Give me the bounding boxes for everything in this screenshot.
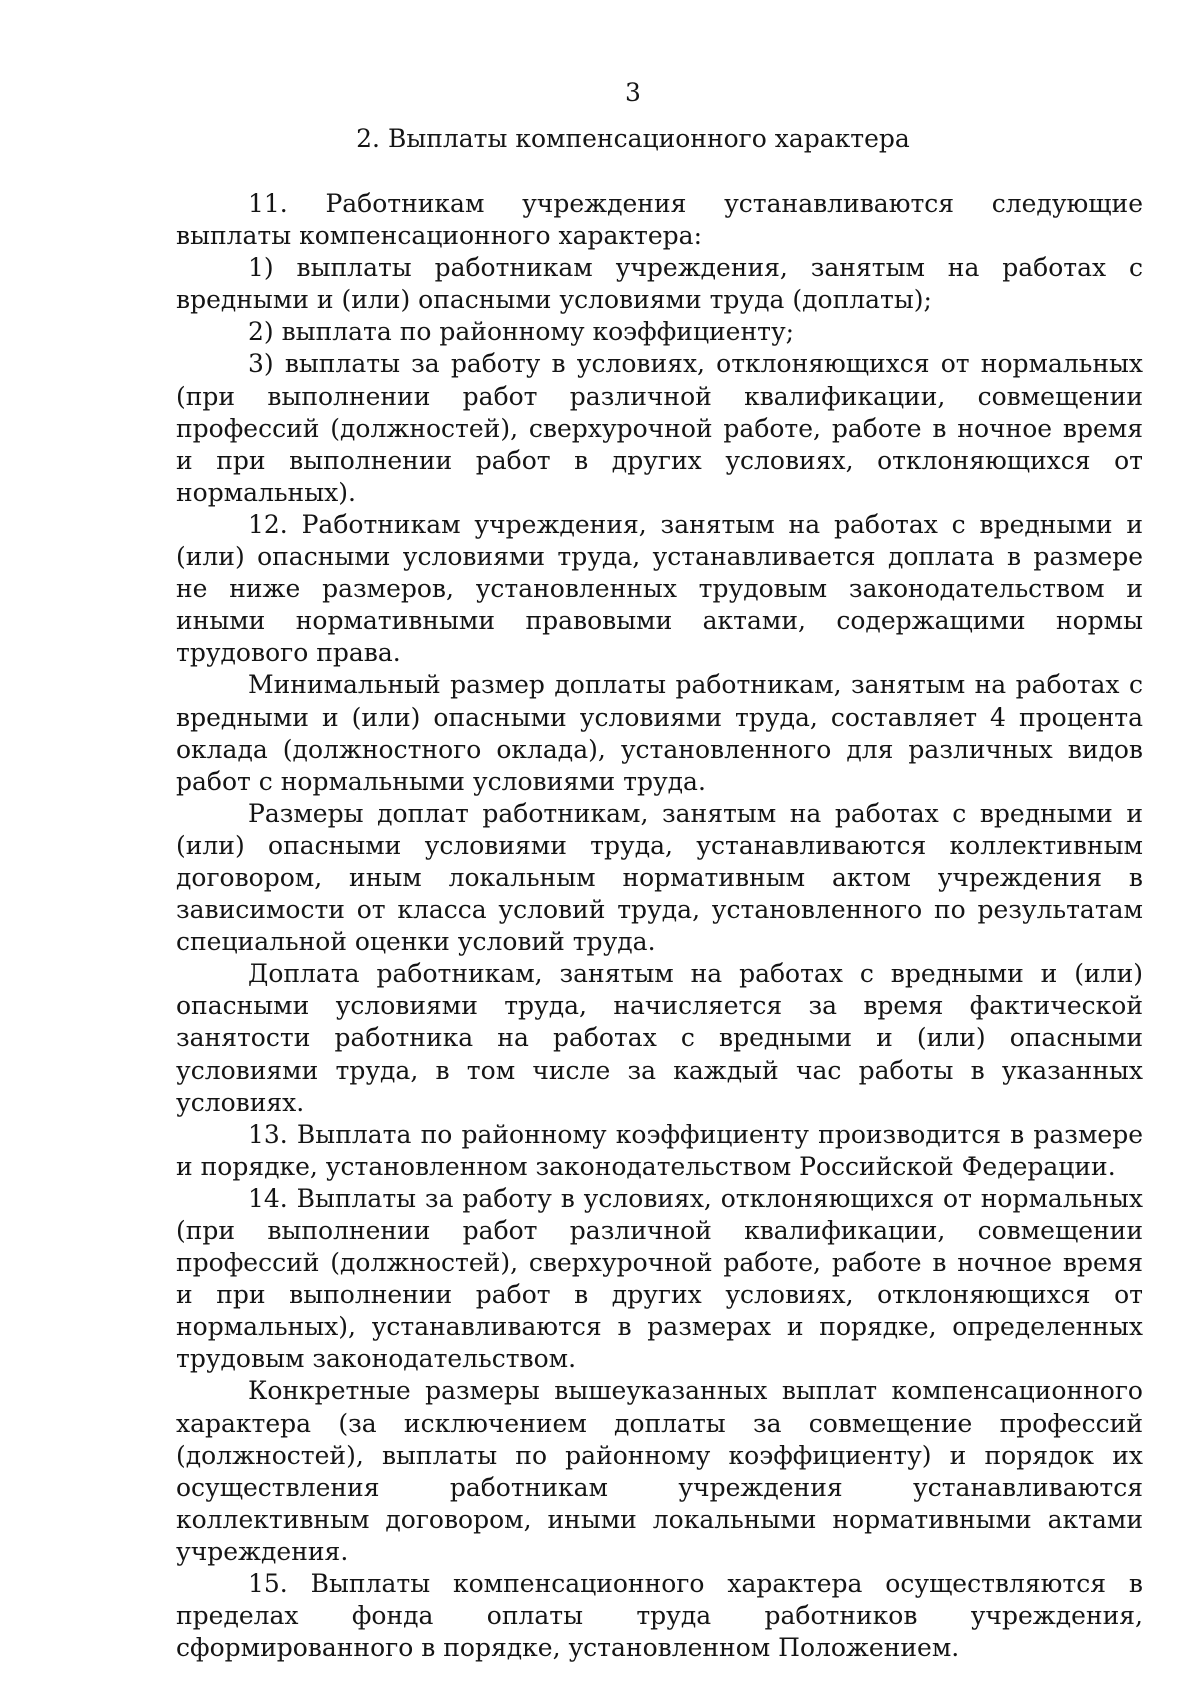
list-item-1: 1) выплаты работникам учреждения, занятым на работах с вредными и (или) опасными условиями труда (доплаты);	[176, 253, 1143, 315]
list-item-2: 2) выплата по районному коэффициенту;	[248, 317, 795, 347]
paragraph-specific-sizes: Конкретные размеры вышеуказанных выплат компенсационного характера (за исключением доплаты за совмещение профессий (должностей), выплаты по районному коэффициенту) и порядок их осуществления работникам учреждения устанавливаются коллективным договором, иными локальными нормативными актами учреждения.	[176, 1376, 1143, 1566]
paragraph-11: 11. Работникам учреждения устанавливаются следующие выплаты компенсационного характера:	[176, 189, 1143, 251]
document-body	[176, 188, 1143, 1664]
section-heading: 2. Выплаты компенсационного характера	[356, 124, 910, 153]
paragraph-12: 12. Работникам учреждения, занятым на работах с вредными и (или) опасными условиями труда, устанавливается доплата в размере не ниже размеров, установленных трудовым законодательством и иными нормативными правовыми актами, содержащими нормы трудового права.	[176, 509, 1143, 668]
paragraph-minimum-payment: Минимальный размер доплаты работникам, занятым на работах с вредными и (или) опасными условиями труда, составляет 4 процента оклада (должностного оклада), установленного для различных видов работ с нормальными условиями труда.	[176, 670, 1143, 796]
paragraph-payment-sizes: Размеры доплат работникам, занятым на работах с вредными и (или) опасными условиями труда, устанавливаются коллективным договором, иным локальным нормативным актом учреждения в зависимости от класса условий труда, установленного по результатам специальной оценки условий труда.	[176, 798, 1143, 957]
page-number: 3	[625, 78, 641, 107]
list-item-3: 3) выплаты за работу в условиях, отклоняющихся от нормальных (при выполнении работ различной квалификации, совмещении профессий (должностей), сверхурочной работе, работе в ночное время и при выполнении работ в других условиях, отклоняющихся от нормальных).	[176, 349, 1143, 507]
paragraph-14: 14. Выплаты за работу в условиях, отклоняющихся от нормальных (при выполнении работ различной квалификации, совмещении профессий (должностей), сверхурочной работе, работе в ночное время и при выполнении работ в других условиях, отклоняющихся от нормальных), устанавливаются в размерах и порядке, определенных трудовым законодательством.	[176, 1183, 1143, 1374]
paragraph-15: 15. Выплаты компенсационного характера осуществляются в пределах фонда оплаты труда работников учреждения, сформированного в порядке, установленном Положением.	[176, 1569, 1143, 1663]
paragraph-13: 13. Выплата по районному коэффициенту производится в размере и порядке, установленном законодательством Российской Федерации.	[176, 1119, 1143, 1181]
paragraph-payment-accrual: Доплата работникам, занятым на работах с вредными и (или) опасными условиями труда, начисляется за время фактической занятости работника на работах с вредными и (или) опасными условиями труда, в том числе за каждый час работы в указанных условиях.	[176, 959, 1143, 1117]
